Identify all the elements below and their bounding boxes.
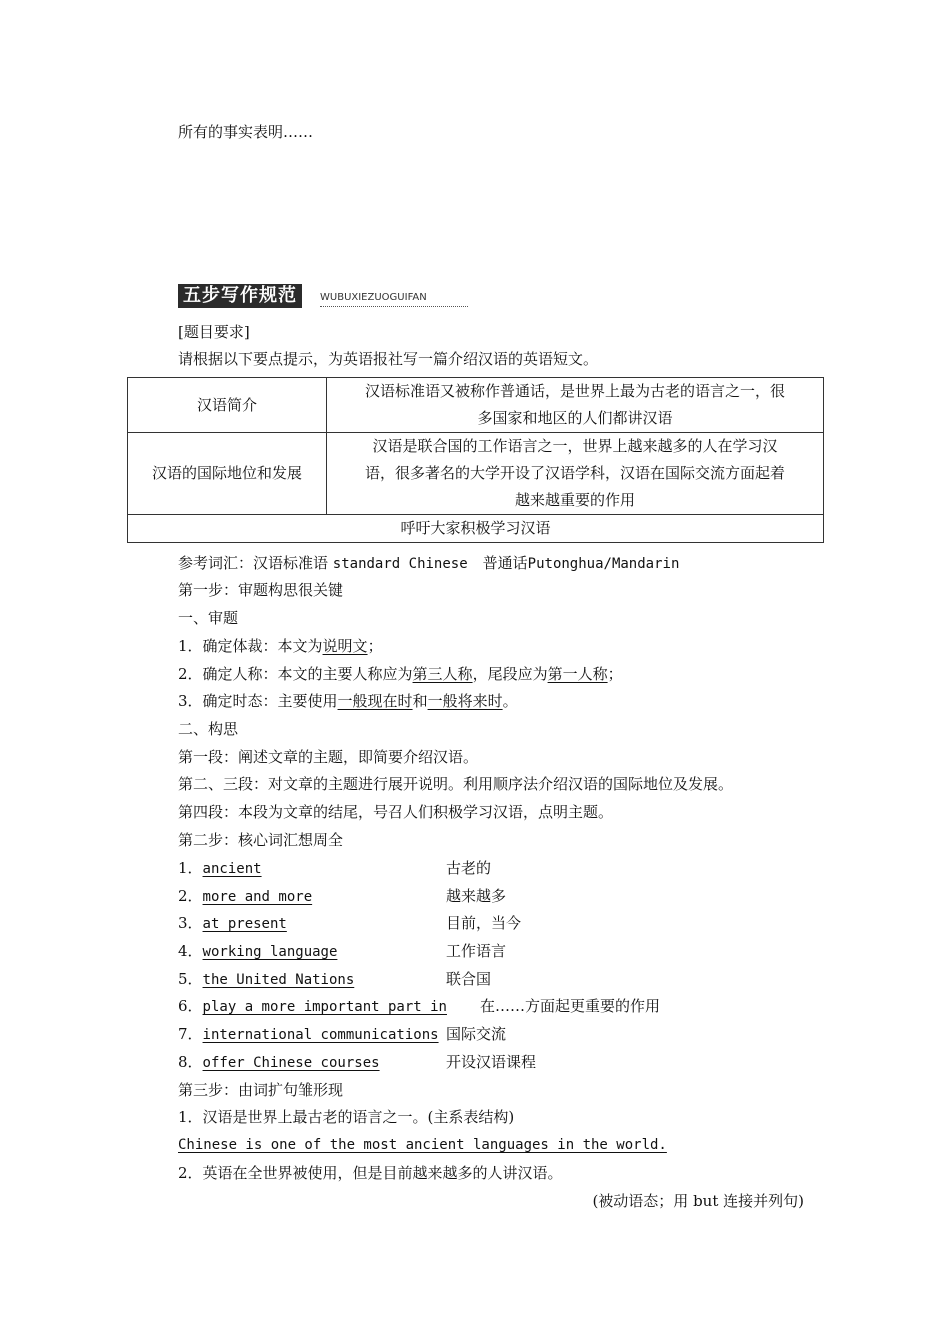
vocab-zh: 工作语言: [446, 942, 507, 960]
vocab-num: 8．: [178, 1053, 203, 1071]
table-footer: 呼吁大家积极学习汉语: [128, 515, 824, 543]
step1-title: 第一步：审题构思很关键: [178, 581, 344, 599]
reference-vocab-term: Putonghua/Mandarin: [527, 556, 680, 572]
vocab-zh: 在……方面起更重要的作用: [480, 997, 661, 1015]
table-content-line: 越来越重要的作用: [514, 491, 635, 509]
vocab-en: offer Chinese courses: [202, 1055, 380, 1071]
reference-vocab-label: 参考词汇：汉语标准语: [178, 554, 333, 572]
table-row: [128, 515, 824, 543]
table-row: [128, 433, 824, 515]
text: 2．确定人称：本文的主要人称应为: [178, 665, 413, 683]
underlined-answer: 说明文: [322, 637, 368, 655]
vocab-item: [178, 858, 492, 879]
vocab-num: 7．: [178, 1025, 203, 1043]
section-header-title: 五步写作规范: [178, 284, 302, 308]
reference-vocab-mid: 普通话: [467, 554, 528, 572]
vocab-zh: 古老的: [446, 859, 492, 877]
text: 1．确定体裁：本文为: [178, 637, 323, 655]
underlined-answer: 第一人称: [547, 665, 608, 683]
step3-sentence1-english: Chinese is one of the most ancient languages in the world.: [178, 1137, 667, 1153]
text: 。: [502, 692, 518, 710]
text: ，尾段应为: [472, 665, 548, 683]
section-header-dots: [320, 306, 468, 307]
instruction: 请根据以下要点提示，为英语报社写一篇介绍汉语的英语短文。: [178, 350, 599, 368]
vocab-zh: 开设汉语课程: [446, 1053, 537, 1071]
requirement-table: [127, 377, 824, 543]
vocab-item: [178, 996, 661, 1017]
vocab-item: [178, 969, 492, 990]
vocab-item: [178, 1052, 537, 1073]
table-row: [128, 378, 824, 433]
text: ；: [607, 665, 623, 683]
reference-vocab-term: standard Chinese: [332, 556, 468, 572]
section-header-subtitle: WUBUXIEZUOGUIFAN: [320, 292, 427, 303]
vocab-zh: 国际交流: [446, 1025, 507, 1043]
step1-para2: 第二、三段：对文章的主题进行展开说明。利用顺序法介绍汉语的国际地位及发展。: [178, 775, 734, 793]
text: ；: [367, 637, 383, 655]
table-content: [327, 433, 824, 515]
vocab-item: [178, 913, 522, 934]
step2-title: 第二步：核心词汇想周全: [178, 831, 344, 849]
vocab-zh: 目前，当今: [446, 914, 522, 932]
requirement-label: [题目要求]: [178, 323, 250, 341]
vocab-en: working language: [202, 944, 338, 960]
step1-item1: [178, 636, 383, 656]
vocab-num: 6．: [178, 997, 203, 1015]
step1-para1: 第一段：阐述文章的主题，即简要介绍汉语。: [178, 748, 479, 766]
underlined-answer: 一般现在时: [337, 692, 413, 710]
table-topic: 汉语的国际地位和发展: [128, 433, 327, 515]
text: 3．确定时态：主要使用: [178, 692, 338, 710]
vocab-num: 1．: [178, 859, 203, 877]
table-content-line: 汉语是联合国的工作语言之一，世界上越来越多的人在学习汉: [372, 437, 778, 455]
step1-part2-title: 二、构思: [178, 720, 239, 738]
underlined-answer: 一般将来时: [427, 692, 503, 710]
section-header: [178, 284, 468, 308]
text: 和: [412, 692, 428, 710]
vocab-num: 5．: [178, 970, 203, 988]
vocab-zh: 联合国: [446, 970, 492, 988]
step1-item3: [178, 691, 518, 711]
vocab-item: [178, 886, 507, 907]
reference-vocab: [178, 553, 679, 574]
vocab-item: [178, 941, 507, 962]
table-content-line: 多国家和地区的人们都讲汉语: [477, 409, 673, 427]
step1-item2: [178, 664, 623, 684]
step3-sentence2-note: (被动语态；用 but 连接并列句): [592, 1192, 804, 1210]
vocab-en: play a more important part in: [202, 999, 447, 1015]
vocab-en: more and more: [202, 889, 313, 905]
step3-title: 第三步：由词扩句雏形现: [178, 1081, 344, 1099]
table-topic: 汉语简介: [128, 378, 327, 433]
table-content-line: 语，很多著名的大学开设了汉语学科，汉语在国际交流方面起着: [364, 464, 785, 482]
underlined-answer: 第三人称: [412, 665, 473, 683]
vocab-en: at present: [202, 916, 287, 932]
table-content-line: 汉语标准语又被称作普通话，是世界上最为古老的语言之一，很: [364, 382, 785, 400]
vocab-en: the United Nations: [202, 972, 355, 988]
step1-part1-title: 一、审题: [178, 609, 239, 627]
vocab-zh: 越来越多: [446, 887, 507, 905]
top-text: 所有的事实表明……: [178, 123, 314, 141]
vocab-item: [178, 1024, 507, 1045]
vocab-en: international communications: [202, 1027, 439, 1043]
step3-sentence2: 2．英语在全世界被使用，但是目前越来越多的人讲汉语。: [178, 1164, 563, 1182]
step3-sentence1: 1．汉语是世界上最古老的语言之一。(主系表结构): [178, 1108, 515, 1126]
vocab-en: ancient: [202, 861, 262, 877]
table-content: [327, 378, 824, 433]
step1-para4: 第四段：本段为文章的结尾，号召人们积极学习汉语，点明主题。: [178, 803, 614, 821]
vocab-num: 2．: [178, 887, 203, 905]
vocab-num: 4．: [178, 942, 203, 960]
vocab-num: 3．: [178, 914, 203, 932]
